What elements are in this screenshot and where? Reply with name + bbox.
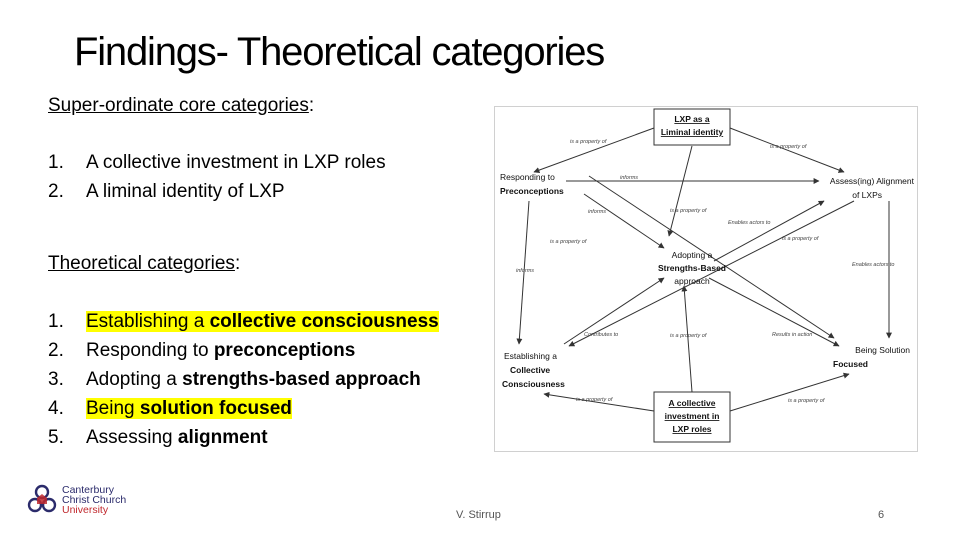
list-item-keyword: preconceptions: [213, 340, 356, 361]
edge-label: Enables actors to: [728, 220, 771, 226]
edge-label: is a property of: [770, 144, 807, 150]
list-item-text: Establishing a: [86, 311, 210, 332]
theoretical-heading: Theoretical categories: [48, 253, 235, 274]
theoretical-heading-row: [48, 253, 240, 275]
list-number: 4.: [48, 398, 64, 419]
logo-line: Canterbury: [62, 484, 114, 496]
list-number: 2.: [48, 181, 64, 202]
theory-diagram: [494, 106, 918, 452]
node-assessing-line2: of LXPs: [852, 190, 882, 200]
edge-label: is a property of: [670, 333, 707, 339]
list-number: 3.: [48, 369, 64, 390]
edge-label: is a property of: [550, 239, 587, 245]
node-responding-line2: Preconceptions: [500, 186, 564, 196]
node-assessing-line1: Assess(ing) Alignment: [829, 176, 914, 186]
list-item: [48, 423, 439, 452]
node-lxp-liminal-line1: LXP as a: [674, 114, 710, 124]
slide-number: 6: [878, 509, 885, 521]
list-item-text: Being: [86, 398, 140, 419]
node-establishing-line3: Consciousness: [502, 379, 565, 389]
node-lxp-liminal-line2: Liminal identity: [660, 127, 724, 137]
logo-line: Christ Church: [62, 494, 127, 506]
theoretical-list: [48, 307, 439, 452]
list-item: [48, 365, 439, 394]
list-number: 1.: [48, 311, 64, 332]
list-item: [48, 336, 439, 365]
list-item: [48, 307, 439, 336]
list-number: 5.: [48, 427, 64, 448]
edge-label: is a property of: [788, 398, 825, 404]
list-item-text: A liminal identity of LXP: [86, 181, 285, 202]
highlighted-text: [86, 311, 439, 332]
superordinate-heading: Super-ordinate core categories: [48, 95, 309, 116]
edge-label: informs: [620, 175, 639, 181]
edge-label: informs: [516, 268, 535, 274]
list-item-keyword: alignment: [177, 427, 268, 448]
edge-label: is a property of: [576, 397, 613, 403]
edge-label: is a property of: [670, 208, 707, 214]
edge-label: Enables actors to: [852, 262, 895, 268]
node-solution-line1: Being Solution: [855, 345, 910, 355]
highlighted-text: [86, 398, 292, 419]
list-item-keyword: strengths-based approach: [182, 369, 421, 390]
list-item: [48, 394, 439, 423]
list-item-keyword: solution focused: [139, 398, 292, 419]
node-investment-line2: investment in: [664, 411, 720, 421]
list-item: [48, 148, 386, 177]
list-item: [48, 177, 386, 206]
list-item-text: Assessing: [86, 427, 178, 448]
node-establishing-line2: Collective: [510, 365, 551, 375]
university-logo-text: [62, 485, 126, 515]
node-adopting-line3: approach: [674, 276, 710, 286]
node-investment-line3: LXP roles: [672, 424, 712, 434]
edge-label: informs: [588, 209, 607, 215]
list-number: 1.: [48, 152, 64, 173]
edge-label: Results in action: [772, 332, 813, 338]
node-responding-line1: Responding to: [500, 172, 555, 182]
footer-author: V. Stirrup: [456, 509, 501, 521]
node-solution-line2: Focused: [833, 359, 868, 369]
list-item-text: Adopting a: [86, 369, 183, 390]
node-adopting-line2: Strengths-Based: [657, 263, 727, 273]
superordinate-list: [48, 148, 386, 206]
node-establishing-line1: Establishing a: [504, 351, 557, 361]
theoretical-heading-colon: :: [234, 253, 241, 274]
slide-title: Findings- Theoretical categories: [74, 30, 605, 74]
node-investment-line1: A collective: [668, 398, 716, 408]
superordinate-heading-row: [48, 95, 314, 117]
superordinate-heading-colon: :: [308, 95, 315, 116]
logo-line: University: [62, 504, 109, 516]
list-item-text: A collective investment in LXP roles: [86, 152, 386, 173]
list-item-text: Responding to: [86, 340, 214, 361]
list-item-keyword: collective consciousness: [209, 311, 439, 332]
edge-label: is a property of: [570, 139, 607, 145]
node-adopting-line1: Adopting a: [671, 250, 713, 260]
edge-label: is a property of: [782, 236, 819, 242]
edge-label: Contributes to: [584, 332, 619, 338]
list-number: 2.: [48, 340, 64, 361]
